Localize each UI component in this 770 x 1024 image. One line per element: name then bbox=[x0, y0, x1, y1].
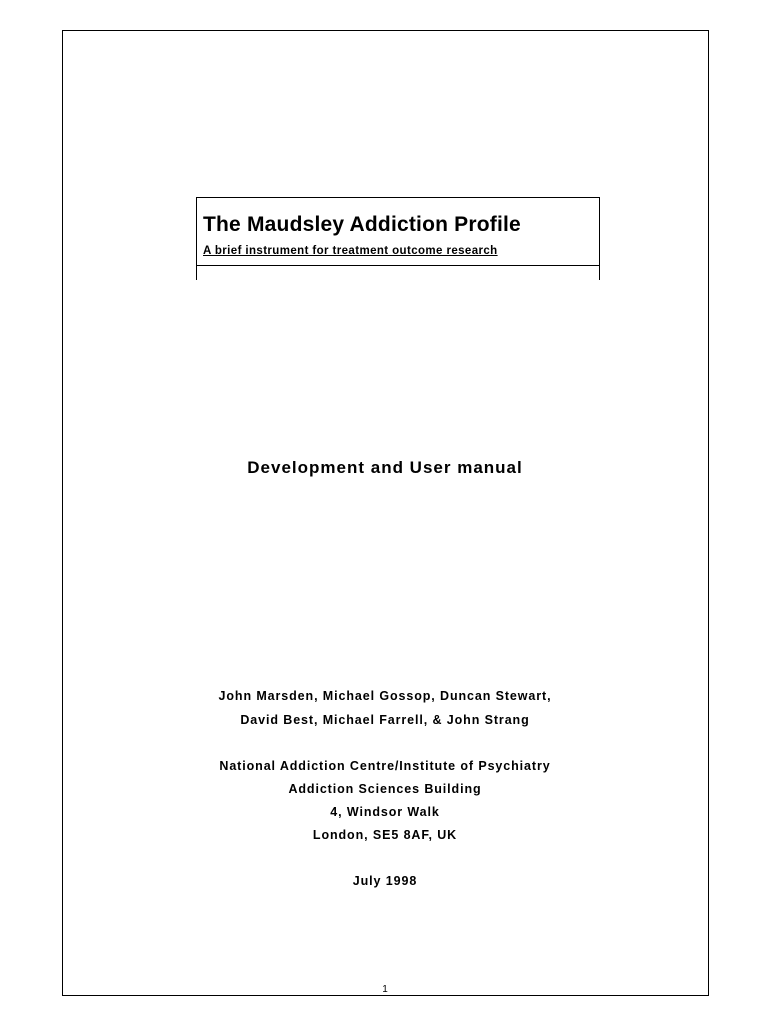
authors-line-1: John Marsden, Michael Gossop, Duncan Stewart, bbox=[218, 689, 552, 703]
publication-date: July 1998 bbox=[352, 874, 418, 888]
title-box bbox=[196, 197, 600, 280]
manual-title: Development and User manual bbox=[247, 458, 523, 477]
page-number: 1 bbox=[382, 984, 388, 995]
document-subtitle: A brief instrument for treatment outcome research bbox=[203, 245, 498, 257]
title-box-inner bbox=[197, 198, 599, 266]
affiliation-line-3: 4, Windsor Walk bbox=[330, 805, 440, 819]
authors-line-2: David Best, Michael Farrell, & John Strang bbox=[240, 713, 530, 727]
page-frame bbox=[62, 30, 709, 996]
affiliation-line-4: London, SE5 8AF, UK bbox=[312, 828, 458, 842]
document-title: The Maudsley Addiction Profile bbox=[203, 213, 521, 236]
affiliation-line-2: Addiction Sciences Building bbox=[288, 782, 482, 796]
affiliation-line-1: National Addiction Centre/Institute of Psychiatry bbox=[219, 759, 551, 773]
